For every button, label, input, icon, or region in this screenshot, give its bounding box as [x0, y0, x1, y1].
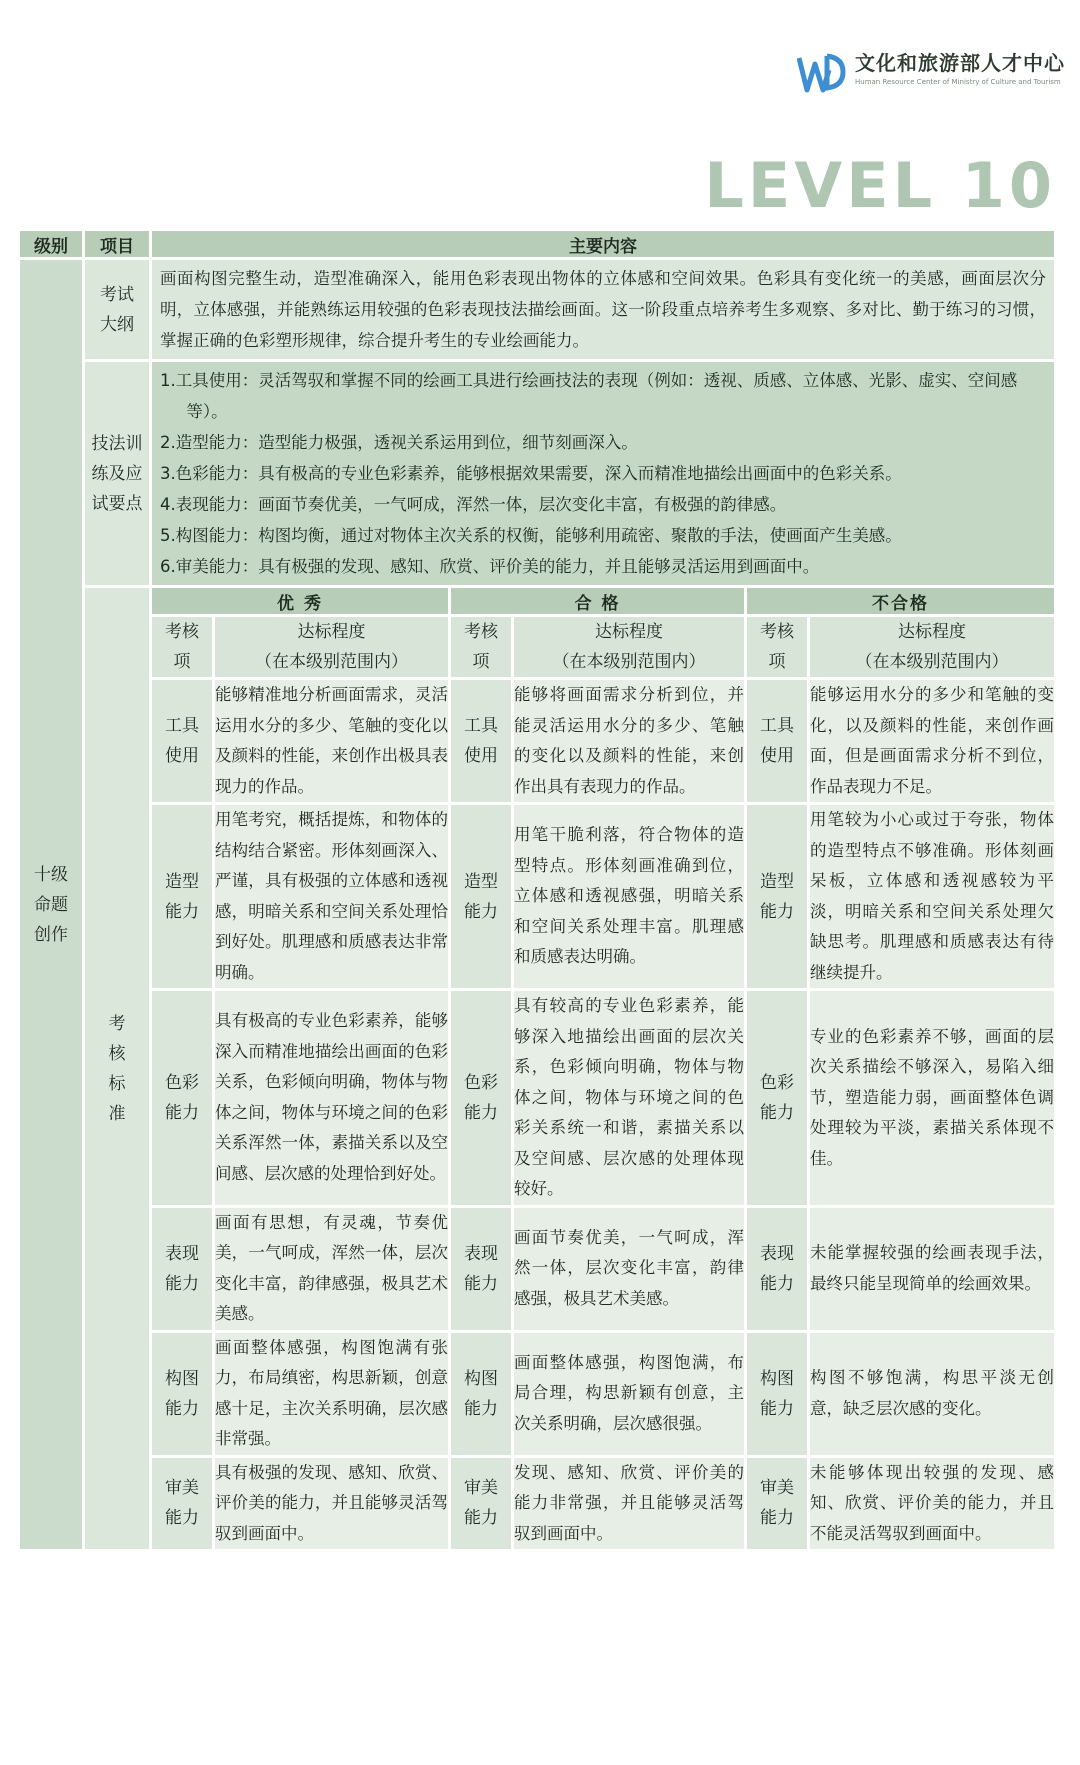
criterion-item-text: 工具使用 [464, 716, 499, 766]
outline-label-text: 考试大纲 [100, 284, 134, 335]
org-name-cn: 文化和旅游部人才中心 [855, 51, 1065, 75]
skills-list [152, 362, 1054, 585]
sub-header-item-text: 考核项 [165, 622, 199, 672]
criterion-fail: 能够运用水分的多少和笔触的变化，以及颜料的性能，来创作画面，但是画面需求分析不到位，作品表现力不足。 [807, 680, 1054, 802]
criterion-item [744, 1333, 807, 1455]
col-content-header: 主要内容 [152, 231, 1054, 257]
criterion-item [448, 991, 511, 1205]
criterion-item-text: 表现能力 [165, 1243, 199, 1294]
table-row [152, 1333, 1054, 1455]
level-name-text: 十级命题创作 [34, 864, 68, 945]
criterion-item-text: 审美能力 [165, 1478, 199, 1529]
criterion-pass: 画面节奏优美，一气呵成，浑然一体，层次变化丰富，韵律感强，极具艺术美感。 [511, 1208, 744, 1330]
skills-label-text: 技法训练及应试要点 [91, 433, 143, 514]
criterion-item-text: 审美能力 [464, 1478, 499, 1529]
criterion-fail: 未能掌握较强的绘画表现手法，最终只能呈现简单的绘画效果。 [807, 1208, 1054, 1330]
list-item: 4.表现能力：画面节奏优美，一气呵成，浑然一体，层次变化丰富，有极强的韵律感。 [160, 495, 787, 514]
sub-header-degree [511, 617, 744, 677]
criterion-item [744, 991, 807, 1205]
org-name-en: Human Resource Center of Ministry of Culture and Tourism [855, 78, 1061, 86]
syllabus-table [17, 228, 1057, 1552]
table-row [152, 1208, 1054, 1330]
criterion-item [448, 1458, 511, 1550]
grade-header-row [152, 588, 1054, 614]
criterion-item-text: 色彩能力 [760, 1072, 795, 1123]
criterion-pass: 发现、感知、欣赏、评价美的能力非常强，并且能够灵活驾驭到画面中。 [511, 1458, 744, 1550]
criteria-table [152, 585, 1054, 1552]
table-row [152, 991, 1054, 1205]
criterion-item-text: 审美能力 [760, 1478, 795, 1529]
criterion-item-text: 表现能力 [464, 1243, 499, 1294]
criterion-item-text: 造型能力 [165, 871, 199, 922]
criterion-item [152, 1458, 212, 1550]
criterion-item-text: 色彩能力 [165, 1072, 199, 1123]
criterion-item-text: 构图能力 [165, 1368, 199, 1419]
criterion-pass: 能够将画面需求分析到位，并能灵活运用水分的多少、笔触的变化以及颜料的性能，来创作出具有表现力的作品。 [511, 680, 744, 802]
criterion-item-text: 工具使用 [760, 716, 795, 766]
sub-header-item-text: 考核项 [760, 622, 795, 672]
col-level-header: 级别 [20, 231, 82, 257]
outline-row [20, 260, 1054, 359]
criterion-item [152, 680, 212, 802]
criterion-item [152, 1208, 212, 1330]
criterion-item-text: 色彩能力 [464, 1072, 499, 1123]
criterion-item-text: 造型能力 [760, 871, 795, 922]
criterion-pass: 用笔干脆利落，符合物体的造型特点。形体刻画准确到位，立体感和透视感强，明暗关系和空间关系处理丰富。肌理感和质感表达明确。 [511, 805, 744, 988]
criteria-label [85, 588, 149, 1549]
criterion-excellent: 具有极高的专业色彩素养，能够深入而精准地描绘出画面的色彩关系，色彩倾向明确，物体与物体之间，物体与环境之间的色彩关系浑然一体，素描关系以及空间感、层次感的处理恰到好处。 [212, 991, 448, 1205]
grade-fail-header: 不合格 [744, 588, 1054, 614]
sub-header-degree-note: （在本级别范围内） [552, 652, 706, 672]
skills-row [20, 362, 1054, 585]
criterion-fail: 构图不够饱满，构思平淡无创意，缺乏层次感的变化。 [807, 1333, 1054, 1455]
sub-header-item [152, 617, 212, 677]
criterion-pass: 画面整体感强，构图饱满，布局合理，构思新颖有创意，主次关系明确，层次感很强。 [511, 1333, 744, 1455]
criterion-item-text: 构图能力 [760, 1368, 795, 1419]
criterion-item [744, 680, 807, 802]
criterion-fail: 未能够体现出较强的发现、感知、欣赏、评价美的能力，并且不能灵活驾驭到画面中。 [807, 1458, 1054, 1550]
org-logo [797, 50, 1065, 98]
sub-header-item [448, 617, 511, 677]
criterion-pass: 具有较高的专业色彩素养，能够深入地描绘出画面的层次关系，色彩倾向明确，物体与物体之间，物体与环境之间的色彩关系统一和谐，素描关系以及空间感、层次感的处理体现较好。 [511, 991, 744, 1205]
level-title: LEVEL 10 [704, 149, 1056, 222]
outline-label [85, 260, 149, 359]
criterion-item [152, 1333, 212, 1455]
criterion-fail: 用笔较为小心或过于夸张，物体的造型特点不够准确。形体刻画呆板，立体感和透视感较为平淡，明暗关系和空间关系处理欠缺思考。肌理感和质感表达有待继续提升。 [807, 805, 1054, 988]
sub-header-row [152, 617, 1054, 677]
criterion-item-text: 构图能力 [464, 1368, 499, 1419]
criterion-item [448, 805, 511, 988]
sub-header-degree-text: 达标程度 [898, 622, 967, 642]
table-header-row [20, 231, 1054, 257]
criteria-grid-cell [152, 588, 1054, 1549]
criterion-item [744, 1458, 807, 1550]
criterion-item [448, 1333, 511, 1455]
criterion-item [152, 805, 212, 988]
org-logo-icon [797, 50, 847, 98]
level-name [20, 260, 82, 1549]
sub-header-item-text: 考核项 [464, 622, 499, 672]
list-item: 5.构图能力：构图均衡，通过对物体主次关系的权衡，能够利用疏密、聚散的手法，使画面产生美感。 [160, 526, 902, 545]
list-item: 2.造型能力：造型能力极强，透视关系运用到位，细节刻画深入。 [160, 433, 638, 452]
criteria-label-text: 考核标准 [108, 1013, 126, 1124]
list-item: 3.色彩能力：具有极高的专业色彩素养，能够根据效果需要，深入而精准地描绘出画面中的色彩关系。 [160, 464, 902, 483]
criterion-item [448, 1208, 511, 1330]
sub-header-item [744, 617, 807, 677]
criterion-item [152, 991, 212, 1205]
criterion-item-text: 工具使用 [165, 716, 199, 766]
sub-header-degree-note: （在本级别范围内） [255, 652, 408, 672]
criterion-excellent: 画面整体感强，构图饱满有张力，布局缜密，构思新颖，创意感十足，主次关系明确，层次感非常强。 [212, 1333, 448, 1455]
skills-label [85, 362, 149, 585]
criterion-excellent: 具有极强的发现、感知、欣赏、评价美的能力，并且能够灵活驾驭到画面中。 [212, 1458, 448, 1550]
outline-text: 画面构图完整生动，造型准确深入，能用色彩表现出物体的立体感和空间效果。色彩具有变化统一的美感，画面层次分明，立体感强，并能熟练运用较强的色彩表现技法描绘画面。这一阶段重点培养考生多观察、多对比、勤于练习的习惯，掌握正确的色彩塑形规律，综合提升考生的专业绘画能力。 [152, 260, 1054, 359]
col-item-header: 项目 [85, 231, 149, 257]
criteria-row [20, 588, 1054, 1549]
sub-header-degree-text: 达标程度 [297, 622, 366, 642]
grade-pass-header: 合 格 [448, 588, 744, 614]
list-item: 1.工具使用：灵活驾驭和掌握不同的绘画工具进行绘画技法的表现（例如：透视、质感、立体感、光影、虚实、空间感等）。 [160, 371, 1018, 421]
table-row [152, 1458, 1054, 1550]
sub-header-degree-text: 达标程度 [595, 622, 664, 642]
criterion-excellent: 画面有思想，有灵魂，节奏优美，一气呵成，浑然一体，层次变化丰富，韵律感强，极具艺术美感。 [212, 1208, 448, 1330]
table-row [152, 805, 1054, 988]
criterion-item-text: 表现能力 [760, 1243, 795, 1294]
criterion-excellent: 用笔考究，概括提炼，和物体的结构结合紧密。形体刻画深入、严谨，具有极强的立体感和透视感，明暗关系和空间关系处理恰到好处。肌理感和质感表达非常明确。 [212, 805, 448, 988]
criterion-fail: 专业的色彩素养不够，画面的层次关系描绘不够深入，易陷入细节，塑造能力弱，画面整体色调处理较为平淡，素描关系体现不佳。 [807, 991, 1054, 1205]
sub-header-degree-note: （在本级别范围内） [855, 652, 1009, 672]
criterion-excellent: 能够精准地分析画面需求，灵活运用水分的多少、笔触的变化以及颜料的性能，来创作出极具表现力的作品。 [212, 680, 448, 802]
sub-header-degree [212, 617, 448, 677]
criterion-item-text: 造型能力 [464, 871, 499, 922]
sub-header-degree [807, 617, 1054, 677]
criterion-item [744, 1208, 807, 1330]
criterion-item [448, 680, 511, 802]
criterion-item [744, 805, 807, 988]
list-item: 6.审美能力：具有极强的发现、感知、欣赏、评价美的能力，并且能够灵活运用到画面中。 [160, 557, 820, 576]
grade-excellent-header: 优 秀 [152, 588, 448, 614]
table-row [152, 680, 1054, 802]
